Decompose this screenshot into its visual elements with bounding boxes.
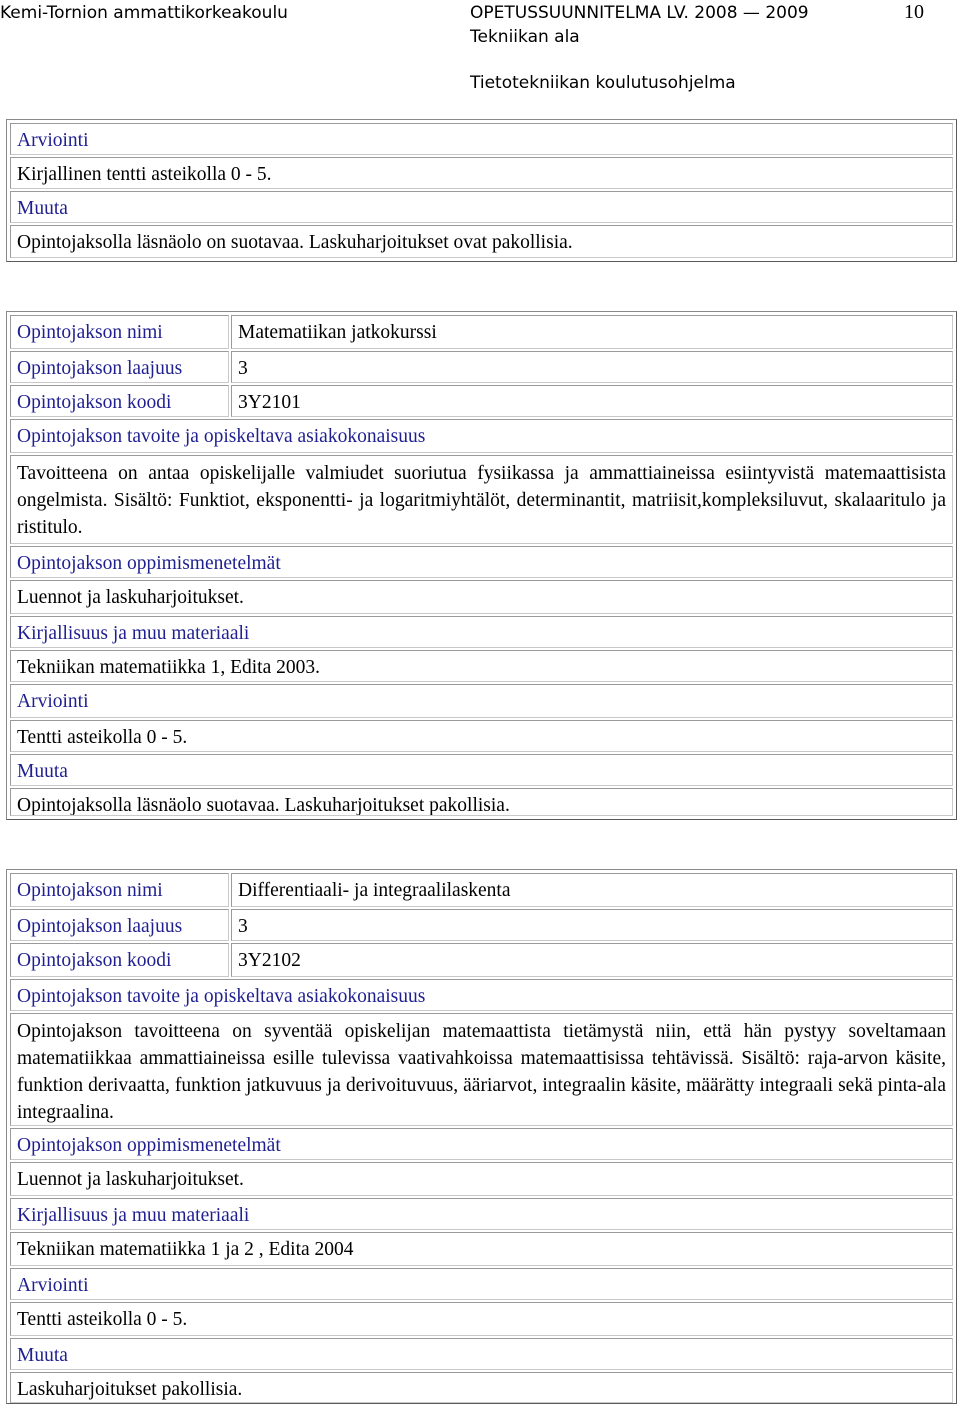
course-goal-label-cell (10, 419, 953, 453)
course-assessment-value-cell (10, 720, 953, 752)
assessment-value: Kirjallinen tentti asteikolla 0 - 5. (17, 164, 272, 185)
course-assessment-label: Arviointi (17, 691, 89, 712)
course-literature-label: Kirjallisuus ja muu materiaali (17, 623, 250, 644)
course-other-value: Opintojaksolla läsnäolo suotavaa. Laskuharjoitukset pakollisia. (17, 795, 510, 816)
course-methods-value: Luennot ja laskuharjoitukset. (17, 1169, 244, 1190)
course-scope-value: 3 (238, 916, 248, 937)
course-scope-label: Opintojakson laajuus (17, 358, 183, 379)
course-literature-label-cell (10, 616, 953, 648)
course-scope-label-cell (10, 351, 229, 383)
course-goal-label-cell (10, 979, 953, 1011)
course-other-label-cell (10, 754, 953, 786)
course-table-3y2102 (6, 869, 957, 1404)
course-assessment-label-cell (10, 1268, 953, 1300)
course-name-value-cell (231, 315, 953, 349)
course-scope-value-cell (231, 351, 953, 383)
assessment-label: Arviointi (17, 130, 89, 151)
course-goal-value: Opintojakson tavoitteena on syventää opiskelijan matemaattista tietämystä niin, että hän pystyy soveltamaan matematiikkaa ammattiaineissa esille tulevissa vaativahkoissa matemaattisissa tehtävissä. Sisältö: raja-arvon käsite, funktion derivaatta, funktion jatkuvuus ja derivoituvuus, ääriarvot, integraalin käsite, määrätty integraali sekä pinta-ala integraalina. (17, 1021, 946, 1123)
course-code-label-cell (10, 385, 229, 417)
course-table-3y2101 (6, 311, 957, 820)
course-name-value-cell (231, 873, 953, 907)
course-assessment-value: Tentti asteikolla 0 - 5. (17, 727, 188, 748)
course-name-label: Opintojakson nimi (17, 322, 163, 343)
course-literature-value-cell (10, 650, 953, 682)
course-scope-value-cell (231, 909, 953, 941)
curriculum-title: OPETUSSUUNNITELMA LV. 2008 — 2009 (470, 3, 809, 23)
course-other-label: Muuta (17, 761, 68, 782)
institution-name: Kemi-Tornion ammattikorkeakoulu (0, 3, 288, 23)
course-literature-label: Kirjallisuus ja muu materiaali (17, 1205, 250, 1226)
course-scope-label: Opintojakson laajuus (17, 916, 183, 937)
course-methods-label-cell (10, 546, 953, 578)
course-goal-value-cell (10, 455, 953, 544)
course-assessment-label: Arviointi (17, 1275, 89, 1296)
course-other-value-cell (10, 1372, 953, 1403)
course-literature-value: Tekniikan matematiikka 1 ja 2 , Edita 2004 (17, 1239, 354, 1260)
previous-course-table (6, 119, 957, 262)
course-goal-label: Opintojakson tavoite ja opiskeltava asiakokonaisuus (17, 986, 426, 1007)
page-number: 10 (904, 1, 924, 23)
course-methods-value-cell (10, 580, 953, 614)
course-methods-label: Opintojakson oppimismenetelmät (17, 1135, 281, 1156)
course-other-label-cell (10, 1338, 953, 1370)
course-code-label-cell (10, 943, 229, 977)
other-label-cell (10, 191, 953, 223)
course-literature-label-cell (10, 1198, 953, 1230)
course-assessment-value-cell (10, 1302, 953, 1336)
course-code-label: Opintojakson koodi (17, 392, 172, 413)
course-methods-value: Luennot ja laskuharjoitukset. (17, 587, 244, 608)
course-goal-value-cell (10, 1013, 953, 1126)
other-value-cell (10, 225, 953, 258)
course-code-value-cell (231, 385, 953, 417)
programme-name: Tietotekniikan koulutusohjelma (470, 73, 736, 93)
course-scope-value: 3 (238, 358, 248, 379)
course-methods-label: Opintojakson oppimismenetelmät (17, 553, 281, 574)
course-methods-value-cell (10, 1162, 953, 1196)
course-goal-value: Tavoitteena on antaa opiskelijalle valmiudet suoriutua fysiikassa ja ammattiaineissa esiintyvistä matemaattisista ongelmista. Sisältö: Funktiot, eksponentti- ja logaritmiyhtälöt, determinantit, matriisit,kompleksiluvut, skalaaritulo ja ristitulo. (17, 463, 946, 538)
course-name-label-cell (10, 873, 229, 907)
course-scope-label-cell (10, 909, 229, 941)
course-other-value: Laskuharjoitukset pakollisia. (17, 1379, 243, 1400)
other-value: Opintojaksolla läsnäolo on suotavaa. Laskuharjoitukset ovat pakollisia. (17, 232, 573, 253)
course-goal-label: Opintojakson tavoite ja opiskeltava asiakokonaisuus (17, 426, 426, 447)
course-name-label-cell (10, 315, 229, 349)
course-literature-value: Tekniikan matematiikka 1, Edita 2003. (17, 657, 320, 678)
assessment-value-cell (10, 157, 953, 189)
course-name-value: Differentiaali- ja integraalilaskenta (238, 880, 511, 901)
other-label: Muuta (17, 198, 68, 219)
course-name-label: Opintojakson nimi (17, 880, 163, 901)
course-methods-label-cell (10, 1128, 953, 1160)
course-literature-value-cell (10, 1232, 953, 1266)
course-assessment-label-cell (10, 684, 953, 718)
assessment-label-cell (10, 123, 953, 155)
course-code-value: 3Y2101 (238, 392, 301, 413)
course-assessment-value: Tentti asteikolla 0 - 5. (17, 1309, 188, 1330)
course-code-value-cell (231, 943, 953, 977)
course-code-value: 3Y2102 (238, 950, 301, 971)
course-other-value-cell (10, 788, 953, 816)
field-name: Tekniikan ala (470, 27, 580, 47)
course-other-label: Muuta (17, 1345, 68, 1366)
course-name-value: Matematiikan jatkokurssi (238, 322, 437, 343)
course-code-label: Opintojakson koodi (17, 950, 172, 971)
